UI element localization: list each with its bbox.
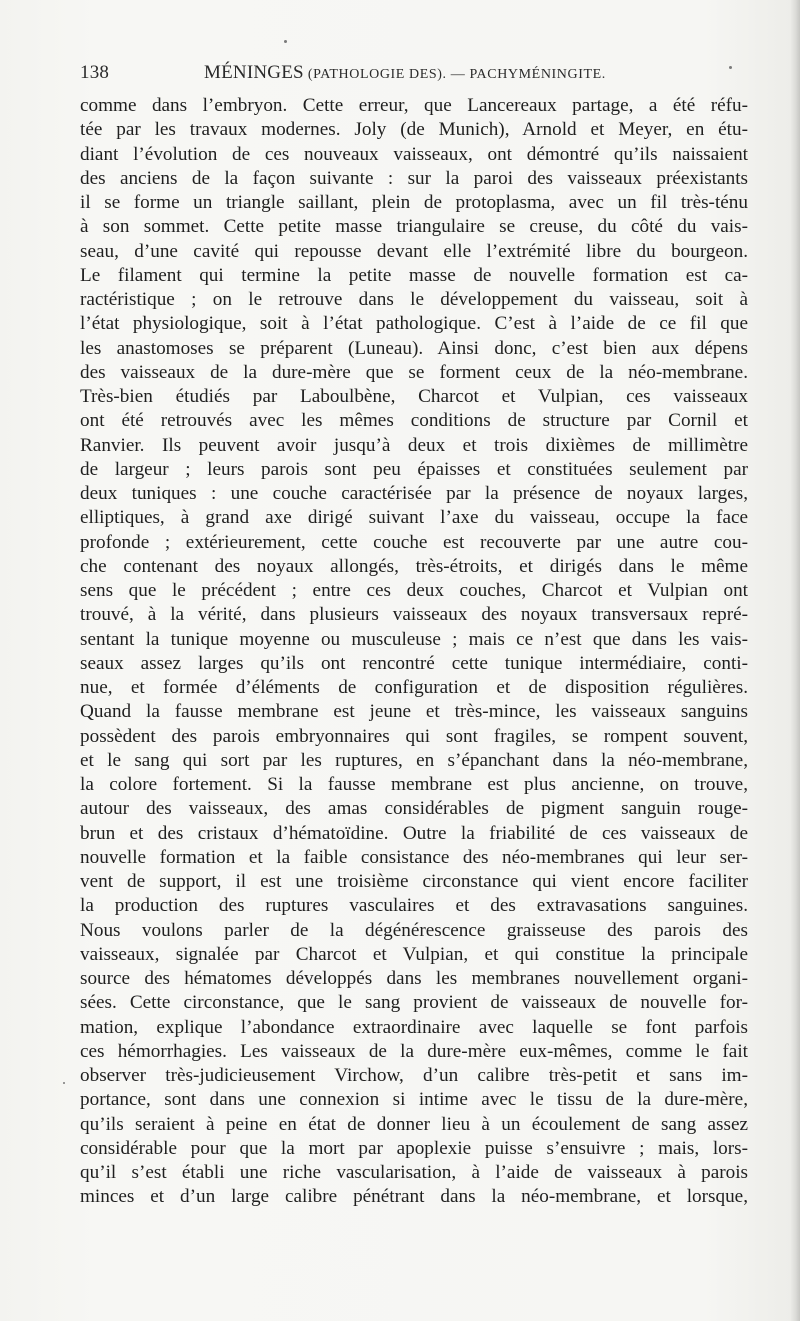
running-head xyxy=(80,62,750,88)
text-line: la colore fortement. Si la fausse membrane est plus ancienne, on trouve, xyxy=(80,774,748,795)
text-line: des anciens de la façon suivante : sur la paroi des vaisseaux préexistants xyxy=(80,167,748,189)
text-line: sées. Cette circonstance, que le sang provient de vaisseaux de nouvelle for- xyxy=(80,992,748,1014)
text-line: Le filament qui termine la petite masse de nouvelle formation est ca- xyxy=(80,264,748,286)
text-line: che contenant des noyaux allongés, très-étroits, et dirigés dans le même xyxy=(80,555,748,577)
text-line: vent de support, il est une troisième circonstance qui vient encore faciliter xyxy=(80,871,748,892)
text-line: source des hématomes développés dans les membranes nouvellement organi- xyxy=(80,968,748,989)
text-line: et le sang qui sort par les ruptures, en s’épanchant dans la néo-membrane, xyxy=(80,749,748,771)
text-line: à son sommet. Cette petite masse triangulaire se creuse, du côté du vais- xyxy=(80,216,748,238)
text-line: portance, sont dans une connexion si intime avec le tissu de la dure-mère, xyxy=(80,1089,748,1111)
text-line: mation, explique l’abondance extraordinaire avec laquelle se font parfois xyxy=(80,1016,748,1038)
text-line: qu’ils seraient à peine en état de donner lieu à un écoulement de sang assez xyxy=(80,1113,748,1135)
text-line: de largeur ; leurs parois sont peu épaisses et constituées seulement par xyxy=(80,458,748,480)
print-speck xyxy=(63,1082,65,1084)
text-line: deux tuniques : une couche caractérisée par la présence de noyaux larges, xyxy=(80,483,748,504)
text-line: minces et d’un large calibre pénétrant dans la néo-membrane, et lorsque, xyxy=(80,1186,748,1208)
text-line: Nous voulons parler de la dégénérescence graisseuse des parois des xyxy=(80,919,748,941)
running-title-main: MÉNINGES xyxy=(204,62,304,83)
body-text xyxy=(80,94,748,1210)
text-line: nouvelle formation et la faible consistance des néo-membranes qui leur ser- xyxy=(80,846,748,868)
text-line: comme dans l’embryon. Cette erreur, que Lancereaux partage, a été réfu- xyxy=(80,95,748,116)
print-speck xyxy=(729,66,732,69)
text-line: l’état physiologique, soit à l’état pathologique. C’est à l’aide de ce fil que xyxy=(80,313,748,335)
running-title xyxy=(204,62,606,84)
text-line: elliptiques, à grand axe dirigé suivant l’axe du vaisseau, occupe la face xyxy=(80,507,748,529)
text-line: observer très-judicieusement Virchow, d’un calibre très-petit et sans im- xyxy=(80,1065,748,1086)
text-line: qu’il s’est établi une riche vascularisation, à l’aide de vaisseaux à parois xyxy=(80,1162,748,1183)
text-line: Ranvier. Ils peuvent avoir jusqu’à deux et trois dixièmes de millimètre xyxy=(80,434,748,456)
text-line: Quand la fausse membrane est jeune et très-mince, les vaisseaux sanguins xyxy=(80,701,748,723)
text-line: considérable pour que la mort par apoplexie puisse s’ensuivre ; mais, lors- xyxy=(80,1137,748,1159)
text-line: autour des vaisseaux, des amas considérables de pigment sanguin rouge- xyxy=(80,798,748,820)
text-line: la production des ruptures vasculaires et des extravasations sanguines. xyxy=(80,895,748,917)
text-line: tée par les travaux modernes. Joly (de Munich), Arnold et Meyer, en étu- xyxy=(80,119,748,141)
text-line: il se forme un triangle saillant, plein de protoplasma, avec un fil très-ténu xyxy=(80,192,748,213)
text-line: possèdent des parois embryonnaires qui sont fragiles, se rompent souvent, xyxy=(80,725,748,747)
text-line: brun et des cristaux d’hématoïdine. Outre la friabilité de ces vaisseaux de xyxy=(80,822,748,844)
text-line: Très-bien étudiés par Laboulbène, Charcot et Vulpian, ces vaisseaux xyxy=(80,386,748,407)
text-line: ractéristique ; on le retrouve dans le développement du vaisseau, soit à xyxy=(80,289,748,310)
text-line: seau, d’une cavité qui repousse devant elle l’extrémité libre du bourgeon. xyxy=(80,240,748,262)
page-edge-shadow xyxy=(790,0,800,1321)
text-line: ces hémorrhagies. Les vaisseaux de la dure-mère eux-mêmes, comme le fait xyxy=(80,1040,748,1062)
text-line: sentant la tunique moyenne ou musculeuse ; mais ce n’est que dans les vais- xyxy=(80,628,748,650)
text-line: ont été retrouvés avec les mêmes conditions de structure par Cornil et xyxy=(80,410,748,432)
text-line: trouvé, à la vérité, dans plusieurs vaisseaux des noyaux transversaux repré- xyxy=(80,604,748,626)
text-line: profonde ; extérieurement, cette couche est recouverte par une autre cou- xyxy=(80,531,748,553)
print-speck xyxy=(284,40,287,43)
running-title-sub: (PATHOLOGIE DES). — PACHYMÉNINGITE. xyxy=(303,67,606,82)
page-number: 138 xyxy=(80,62,110,83)
text-line: vaisseaux, signalée par Charcot et Vulpian, et qui constitue la principale xyxy=(80,943,748,965)
text-line: seaux assez larges qu’ils ont rencontré cette tunique intermédiaire, conti- xyxy=(80,652,748,674)
text-line: les anastomoses se préparent (Luneau). Ainsi donc, c’est bien aux dépens xyxy=(80,337,748,359)
text-line: sens que le précédent ; entre ces deux couches, Charcot et Vulpian ont xyxy=(80,580,748,601)
text-line: diant l’évolution de ces nouveaux vaisseaux, ont démontré qu’ils naissaient xyxy=(80,143,748,165)
text-line: des vaisseaux de la dure-mère que se forment ceux de la néo-membrane. xyxy=(80,361,748,383)
text-line: nue, et formée d’éléments de configuration et de disposition régulières. xyxy=(80,677,748,698)
